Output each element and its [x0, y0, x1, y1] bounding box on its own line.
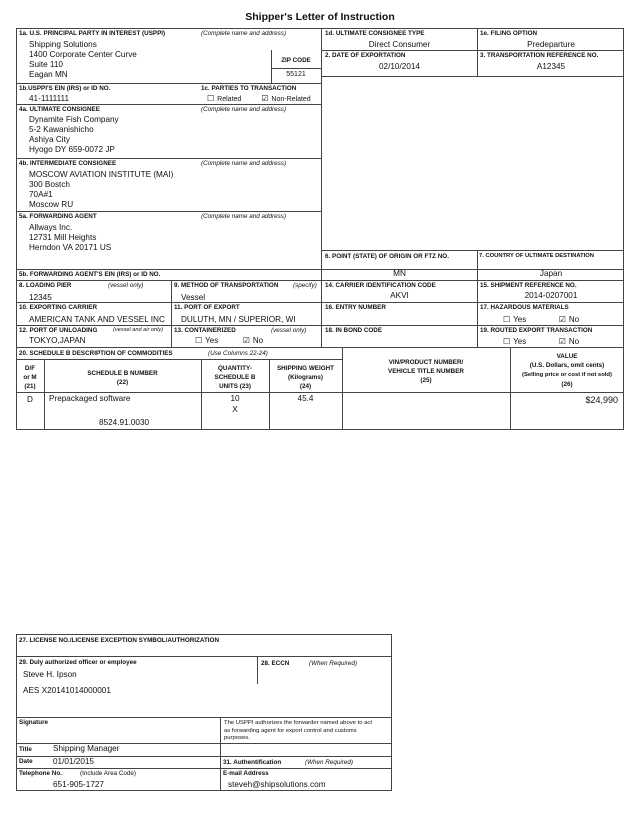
port-unloading-note: (vessel and air only)	[113, 327, 164, 333]
authentication-note: (When Required)	[305, 759, 353, 766]
export-date-label: 2. DATE OF EXPORTATION	[325, 52, 406, 59]
col-vin-line1: VIN/PRODUCT NUMBER/	[388, 359, 464, 366]
col-schedule-b-header	[44, 369, 201, 387]
nonrelated-checkbox[interactable]: ☑	[261, 94, 269, 103]
title-field-value[interactable]: Shipping Manager	[53, 744, 120, 753]
loading-pier-value[interactable]: 12345	[29, 293, 52, 302]
port-export-label: 11. PORT OF EXPORT	[174, 304, 240, 311]
ultimate-consignee-label: 4a. ULTIMATE CONSIGNEE	[19, 106, 100, 113]
col-df-line3: (21)	[24, 383, 36, 390]
zip-label: ZIP CODE	[281, 57, 311, 64]
eccn-label: 28. ECCN	[261, 660, 290, 667]
ein-value[interactable]: 41-1111111	[29, 94, 70, 103]
col-value-line3: (Selling price or cost if not sold)	[521, 372, 612, 378]
hazardous-no-checkbox[interactable]: ☑	[558, 315, 566, 324]
consignee-type-value[interactable]: Direct Consumer	[368, 40, 431, 49]
routed-yes-checkbox[interactable]: ☐	[503, 337, 511, 346]
intermediate-line2[interactable]: 300 Bostch	[29, 180, 70, 189]
col-value-header	[510, 352, 624, 389]
ultimate-line2[interactable]: 5-2 Kawanishicho	[29, 125, 94, 134]
col-df-line1: D/F	[24, 365, 36, 372]
carrier-id-label: 14. CARRIER IDENTIFICATION CODE	[325, 282, 436, 289]
origin-label: 6. POINT (STATE) OF ORIGIN OR FTZ NO.	[325, 253, 449, 260]
method-note: (specify)	[293, 282, 317, 289]
authentication-label: 31. Authentification	[223, 759, 282, 766]
related-checkbox[interactable]: ☐	[207, 94, 215, 103]
zip-value[interactable]: 55121	[286, 71, 306, 78]
hazardous-label: 17. HAZARDOUS MATERIALS	[480, 304, 569, 311]
ultimate-line3[interactable]: Ashiya City	[29, 135, 70, 144]
authorization-line1: The USPPI authorizes the forwarder named above to act	[224, 720, 372, 726]
containerized-label: 13. CONTAINERIZED	[174, 327, 236, 334]
col-value-line4: (26)	[561, 381, 573, 388]
port-export-value[interactable]: DULUTH, MN / SUPERIOR, WI	[181, 315, 296, 324]
usppi-line1[interactable]: Shipping Solutions	[29, 40, 97, 49]
consignee-type-label: 1d. ULTIMATE CONSIGNEE TYPE	[325, 30, 425, 37]
col-quantity-line1: QUANTITY-	[218, 365, 252, 372]
signature-label: Signature	[19, 719, 49, 726]
hazardous-options	[503, 315, 579, 324]
eccn-note: (When Required)	[309, 660, 357, 667]
shipment-ref-value[interactable]: 2014-0207001	[524, 291, 578, 300]
ein-label: 1b.USPPI'S EIN (IRS) or ID NO.	[19, 85, 111, 92]
usppi-label: 1a. U.S. PRINCIPAL PARTY IN INTEREST (USPPI)	[19, 30, 166, 37]
transport-ref-value[interactable]: A12345	[536, 62, 566, 71]
routed-yes-label: Yes	[513, 337, 527, 346]
hazardous-yes-label: Yes	[513, 315, 527, 324]
col-weight-line3: (24)	[299, 383, 312, 390]
containerized-yes-checkbox[interactable]: ☐	[195, 336, 203, 345]
col-value-line2: (U.S. Dollars, omit cents)	[529, 362, 605, 369]
method-value[interactable]: Vessel	[181, 293, 206, 302]
row-unit[interactable]: X	[232, 405, 238, 414]
telephone-label: Telephone No.	[19, 770, 62, 777]
forwarding-line1[interactable]: Allways Inc.	[29, 223, 73, 232]
usppi-note: (Complete name and address)	[201, 30, 287, 37]
authorization-line3: purposes.	[224, 735, 250, 741]
ultimate-line1[interactable]: Dynamite Fish Company	[29, 115, 119, 124]
hazardous-no-label: No	[568, 315, 580, 324]
exporting-carrier-label: 10. EXPORTING CARRIER	[19, 304, 98, 311]
authorization-line2: as forwarding agent for export control and customs	[224, 727, 357, 734]
authorization-text	[224, 720, 372, 743]
col-vin-line3: (25)	[420, 377, 432, 384]
usppi-line4[interactable]: Eagan MN	[29, 70, 68, 79]
col-quantity-line3: UNITS (23)	[219, 383, 251, 390]
row-df[interactable]: D	[27, 395, 33, 404]
usppi-line3[interactable]: Suite 110	[29, 60, 63, 69]
officer-name[interactable]: Steve H. Ipson	[23, 670, 77, 679]
intermediate-line3[interactable]: 70A#1	[29, 190, 53, 199]
license-label: 27. LICENSE NO./LICENSE EXCEPTION SYMBOL/AUTHORIZATION	[19, 637, 220, 644]
routed-options	[503, 337, 579, 346]
routed-label: 19. ROUTED EXPORT TRANSACTION	[480, 327, 593, 334]
telephone-value[interactable]: 651-905-1727	[53, 780, 104, 789]
col-quantity-line2: SCHEDULE B	[214, 374, 256, 381]
port-unloading-value[interactable]: TOKYO,JAPAN	[29, 336, 86, 345]
intermediate-consignee-label: 4b. INTERMEDIATE CONSIGNEE	[19, 160, 117, 167]
forwarding-ein-label: 5b. FORWARDING AGENT'S EIN (IRS) or ID NO.	[19, 271, 161, 278]
title-field-label: Title	[19, 746, 32, 753]
email-value[interactable]: steveh@shipsolutions.com	[228, 780, 326, 789]
row-weight[interactable]: 45.4	[297, 394, 314, 403]
exporting-carrier-value[interactable]: AMERICAN TANK AND VESSEL INC	[29, 315, 165, 324]
col-schedule-b-line2: (22)	[116, 379, 129, 386]
intermediate-consignee-note: (Complete name and address)	[201, 160, 287, 167]
col-value-line1: VALUE	[556, 353, 578, 360]
containerized-options	[195, 336, 263, 345]
aes-number[interactable]: AES X20141014000001	[23, 686, 111, 695]
hazardous-yes-checkbox[interactable]: ☐	[503, 315, 511, 324]
col-vin-line2: VEHICLE TITLE NUMBER	[388, 368, 464, 375]
col-df-line2: or M	[23, 374, 37, 381]
commodities-note: (Use Columns 22-24)	[208, 350, 268, 357]
date-field-value[interactable]: 01/01/2015	[53, 757, 94, 766]
col-schedule-b-line1: SCHEDULE B NUMBER	[87, 370, 158, 377]
col-weight-header	[269, 364, 342, 391]
dest-country-label: 7. COUNTRY OF ULTIMATE DESTINATION	[479, 253, 594, 259]
parties-label: 1c. PARTIES TO TRANSACTION	[201, 85, 297, 92]
row-quantity[interactable]: 10	[230, 394, 240, 403]
containerized-no-checkbox[interactable]: ☑	[242, 336, 250, 345]
routed-no-label: No	[568, 337, 580, 346]
forwarding-line2[interactable]: 12731 Mill Heights	[29, 233, 97, 242]
usppi-line2[interactable]: 1400 Corporate Center Curve	[29, 50, 137, 59]
transport-ref-label: 3. TRANSPORTATION REFERENCE NO.	[480, 52, 599, 59]
containerized-yes-label: Yes	[205, 336, 219, 345]
filing-option-value[interactable]: Predeparture	[527, 40, 575, 49]
col-weight-line1: SHIPPING WEIGHT	[276, 365, 335, 372]
port-unloading-label: 12. PORT OF UNLOADING	[19, 327, 98, 334]
row-description[interactable]: Prepackaged software	[49, 394, 131, 403]
forwarding-line3[interactable]: Herndon VA 20171 US	[29, 243, 112, 252]
loading-pier-note: (vessel only)	[108, 282, 144, 289]
export-date-value[interactable]: 02/10/2014	[379, 62, 420, 71]
routed-no-checkbox[interactable]: ☑	[558, 337, 566, 346]
origin-value[interactable]: MN	[393, 269, 406, 278]
containerized-no-label: No	[252, 336, 264, 345]
officer-label: 29. Duly authorized officer or employee	[19, 659, 137, 666]
col-vin-header	[342, 358, 510, 385]
forwarding-agent-note: (Complete name and address)	[201, 213, 287, 220]
page-title: Shipper's Letter of Instruction	[245, 11, 395, 23]
loading-pier-label: 8. LOADING PIER	[19, 282, 72, 289]
row-schedule-b[interactable]: 8524.91.0030	[99, 418, 150, 427]
date-field-label: Date	[19, 758, 33, 765]
col-quantity-header	[201, 364, 269, 391]
method-label: 9. METHOD OF TRANSPORTATION	[174, 282, 279, 289]
col-weight-line2: (Kilograms)	[288, 374, 323, 381]
ultimate-consignee-note: (Complete name and address)	[201, 106, 287, 113]
parties-options	[207, 94, 311, 103]
row-value[interactable]: $24,990	[585, 395, 618, 405]
related-label: Related	[217, 96, 242, 103]
col-df-header	[16, 364, 44, 391]
telephone-note: (Include Area Code)	[80, 770, 137, 777]
carrier-id-value[interactable]: AKVI	[390, 291, 409, 300]
ultimate-line4[interactable]: Hyogo DY 659-0072 JP	[29, 145, 115, 154]
intermediate-line1[interactable]: MOSCOW AVIATION INSTITUTE (MAI)	[29, 170, 174, 179]
email-label: E-mail Address	[223, 770, 269, 777]
containerized-note: (vessel only)	[271, 327, 307, 334]
forwarding-agent-label: 5a. FORWARDING AGENT	[19, 213, 97, 220]
filing-option-label: 1e. FILING OPTION	[480, 30, 538, 37]
nonrelated-label: Non-Related	[271, 96, 311, 103]
entry-number-label: 16. ENTRY NUMBER	[325, 304, 386, 311]
dest-country-value[interactable]: Japan	[539, 269, 563, 278]
commodities-label: 20. SCHEDULE B DESCRIPTION OF COMMODITIES	[19, 350, 173, 357]
bond-code-label: 18. IN BOND CODE	[325, 327, 383, 334]
shipment-ref-label: 15. SHIPMENT REFERENCE NO.	[480, 282, 577, 289]
intermediate-line4[interactable]: Moscow RU	[29, 200, 74, 209]
